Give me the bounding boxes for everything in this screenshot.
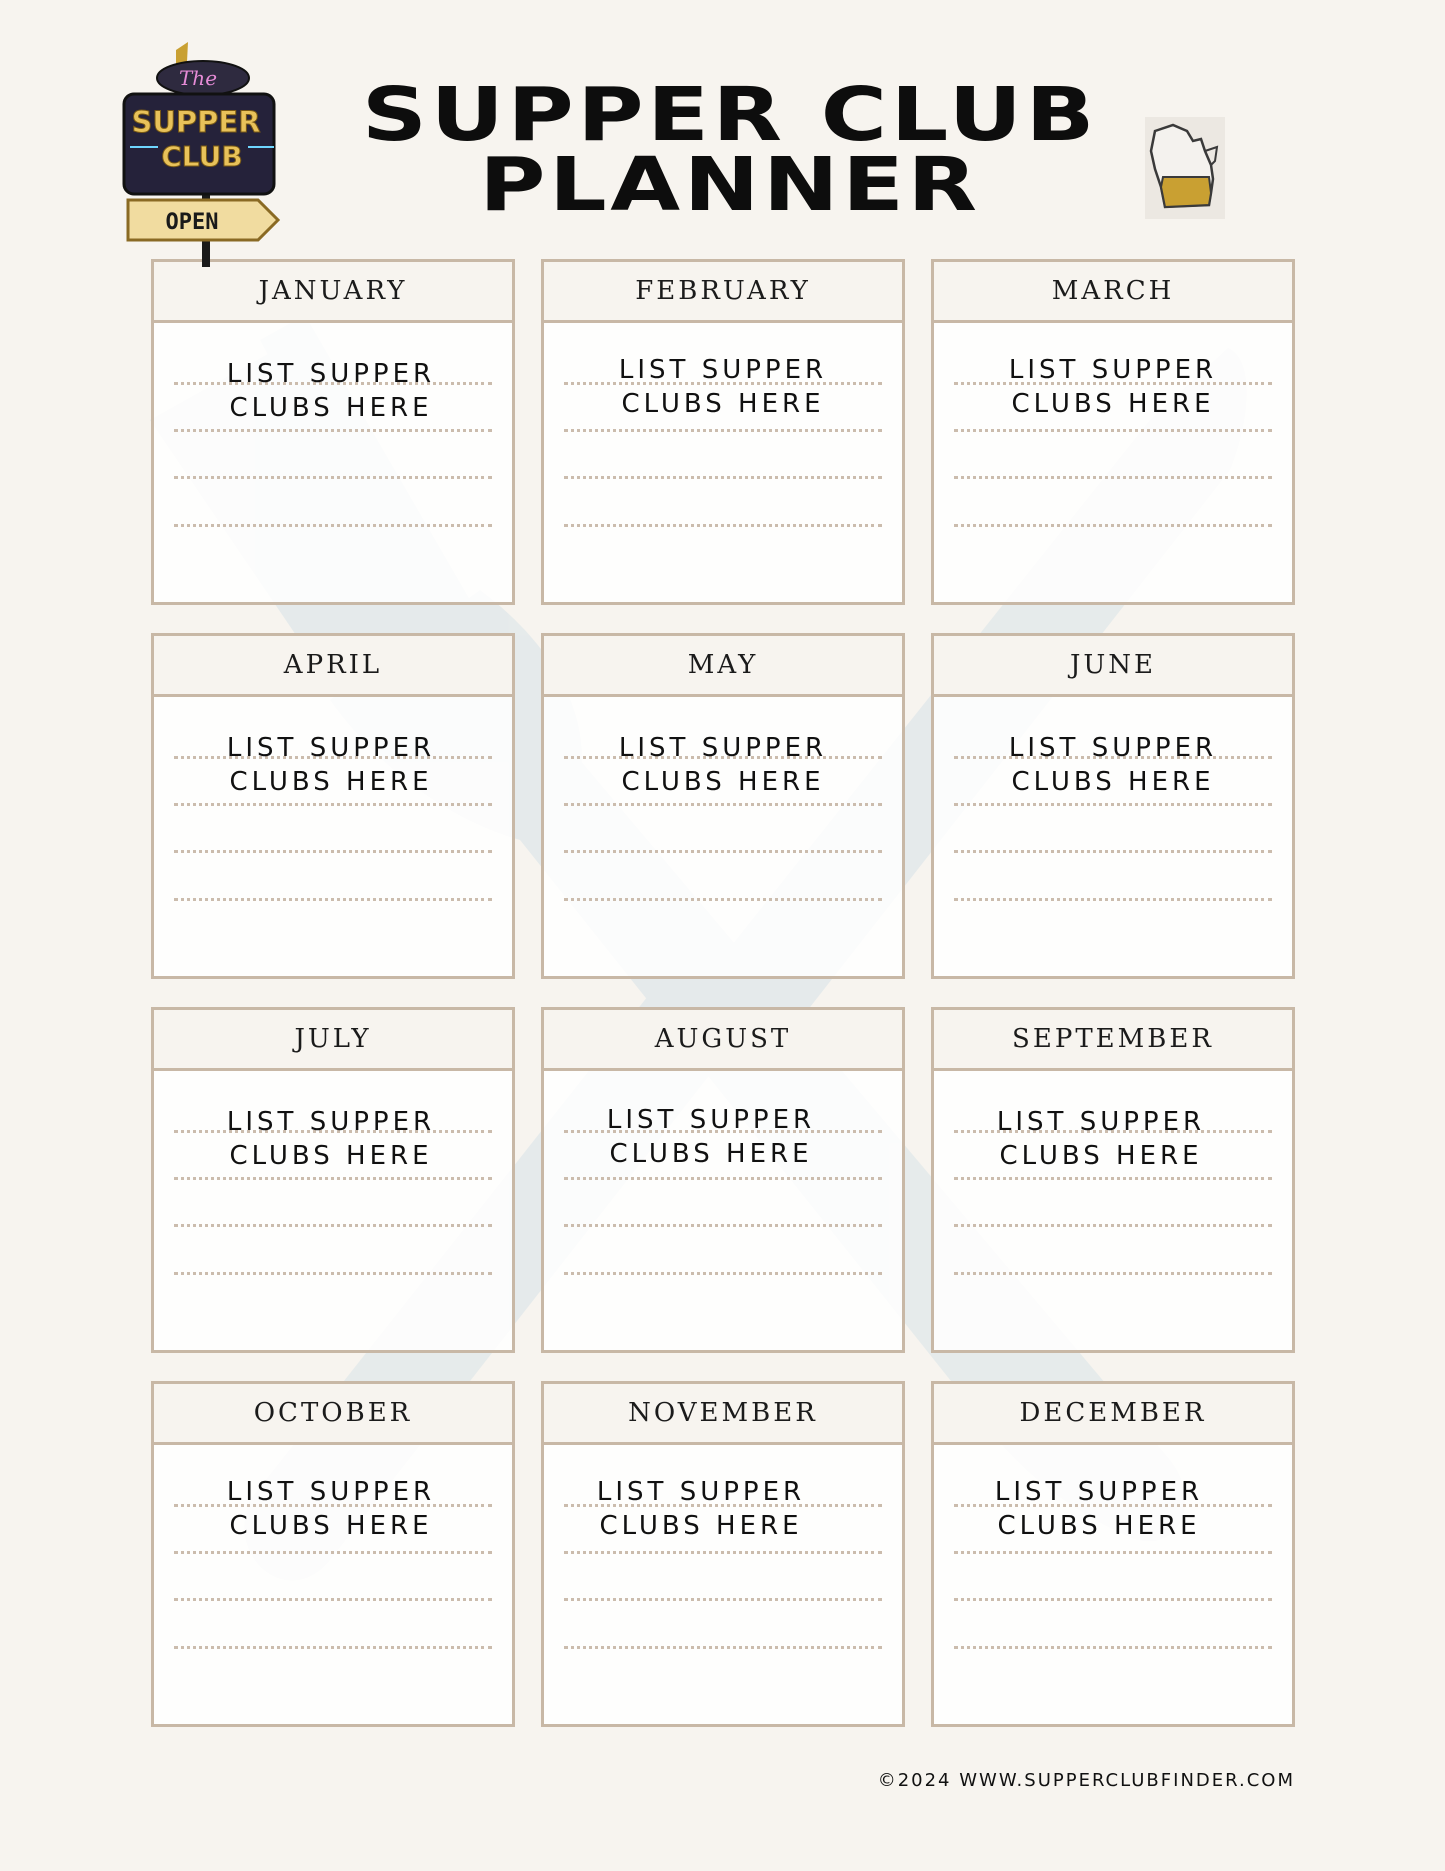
page-title xyxy=(205,72,1254,228)
dotted-entry-line[interactable] xyxy=(564,429,882,432)
dotted-entry-line[interactable] xyxy=(954,524,1272,527)
dotted-entry-line[interactable] xyxy=(954,1598,1272,1601)
dotted-entry-line[interactable] xyxy=(954,476,1272,479)
dotted-entry-line[interactable] xyxy=(564,1177,882,1180)
dotted-entry-line[interactable] xyxy=(564,803,882,806)
placeholder-line: LIST SUPPER xyxy=(226,359,436,389)
svg-text:The: The xyxy=(178,66,218,90)
dotted-entry-line[interactable] xyxy=(564,1272,882,1275)
dotted-entry-line[interactable] xyxy=(174,429,492,432)
placeholder-line: LIST SUPPER xyxy=(226,1477,436,1507)
placeholder-line: CLUBS HERE xyxy=(229,393,433,423)
placeholder-text xyxy=(544,731,902,799)
month-card-april xyxy=(151,633,515,979)
placeholder-line: LIST SUPPER xyxy=(1008,355,1218,385)
placeholder-text xyxy=(152,1475,510,1543)
placeholder-line: LIST SUPPER xyxy=(994,1477,1204,1507)
month-title: NOVEMBER xyxy=(544,1384,902,1445)
placeholder-line: CLUBS HERE xyxy=(621,767,825,797)
placeholder-line: LIST SUPPER xyxy=(996,1107,1206,1137)
copyright-footer: ©2024 WWW.SUPPERCLUBFINDER.COM xyxy=(877,1770,1295,1791)
placeholder-text xyxy=(544,353,902,421)
month-card-june xyxy=(931,633,1295,979)
placeholder-line: LIST SUPPER xyxy=(618,733,828,763)
month-title: JULY xyxy=(154,1010,512,1071)
month-title: MAY xyxy=(544,636,902,697)
month-card-november xyxy=(541,1381,905,1727)
month-card-september xyxy=(931,1007,1295,1353)
svg-text:SUPPER: SUPPER xyxy=(131,105,261,139)
month-title: MARCH xyxy=(934,262,1292,323)
month-card-october xyxy=(151,1381,515,1727)
month-card-july xyxy=(151,1007,515,1353)
placeholder-line: LIST SUPPER xyxy=(1008,733,1218,763)
month-title: DECEMBER xyxy=(934,1384,1292,1445)
month-title: JANUARY xyxy=(154,262,512,323)
placeholder-text xyxy=(532,1103,890,1171)
month-grid xyxy=(151,259,1295,1727)
title-line-1: SUPPER CLUB xyxy=(361,72,1099,158)
dotted-entry-line[interactable] xyxy=(564,1224,882,1227)
dotted-entry-line[interactable] xyxy=(174,476,492,479)
dotted-entry-line[interactable] xyxy=(954,1177,1272,1180)
dotted-entry-line[interactable] xyxy=(954,1551,1272,1554)
dotted-entry-line[interactable] xyxy=(564,1598,882,1601)
placeholder-line: CLUBS HERE xyxy=(229,1141,433,1171)
placeholder-line: LIST SUPPER xyxy=(226,1107,436,1137)
dotted-entry-line[interactable] xyxy=(954,1646,1272,1649)
month-card-may xyxy=(541,633,905,979)
dotted-entry-line[interactable] xyxy=(174,850,492,853)
dotted-entry-line[interactable] xyxy=(174,1224,492,1227)
placeholder-line: CLUBS HERE xyxy=(999,1141,1203,1171)
placeholder-line: LIST SUPPER xyxy=(596,1477,806,1507)
dotted-entry-line[interactable] xyxy=(174,1272,492,1275)
placeholder-text xyxy=(934,353,1292,421)
month-card-january xyxy=(151,259,515,605)
placeholder-text xyxy=(922,1105,1280,1173)
placeholder-line: CLUBS HERE xyxy=(229,767,433,797)
month-title: JUNE xyxy=(934,636,1292,697)
placeholder-line: CLUBS HERE xyxy=(609,1139,813,1169)
placeholder-line: CLUBS HERE xyxy=(621,389,825,419)
month-title: FEBRUARY xyxy=(544,262,902,323)
month-title: OCTOBER xyxy=(154,1384,512,1445)
placeholder-text xyxy=(152,1105,510,1173)
month-card-february xyxy=(541,259,905,605)
dotted-entry-line[interactable] xyxy=(174,1598,492,1601)
placeholder-text xyxy=(934,731,1292,799)
dotted-entry-line[interactable] xyxy=(954,803,1272,806)
month-title: APRIL xyxy=(154,636,512,697)
placeholder-line: CLUBS HERE xyxy=(1011,767,1215,797)
dotted-entry-line[interactable] xyxy=(564,1551,882,1554)
dotted-entry-line[interactable] xyxy=(174,524,492,527)
placeholder-line: CLUBS HERE xyxy=(229,1511,433,1541)
dotted-entry-line[interactable] xyxy=(564,476,882,479)
placeholder-text xyxy=(522,1475,880,1543)
placeholder-line: CLUBS HERE xyxy=(997,1511,1201,1541)
dotted-entry-line[interactable] xyxy=(954,429,1272,432)
month-card-december xyxy=(931,1381,1295,1727)
dotted-entry-line[interactable] xyxy=(174,1646,492,1649)
svg-text:OPEN: OPEN xyxy=(165,210,219,235)
dotted-entry-line[interactable] xyxy=(174,1177,492,1180)
dotted-entry-line[interactable] xyxy=(174,803,492,806)
month-card-august xyxy=(541,1007,905,1353)
placeholder-line: LIST SUPPER xyxy=(606,1105,816,1135)
dotted-entry-line[interactable] xyxy=(564,524,882,527)
placeholder-text xyxy=(152,357,510,425)
placeholder-line: LIST SUPPER xyxy=(618,355,828,385)
month-title: AUGUST xyxy=(544,1010,902,1071)
month-card-march xyxy=(931,259,1295,605)
placeholder-line: CLUBS HERE xyxy=(1011,389,1215,419)
dotted-entry-line[interactable] xyxy=(174,1551,492,1554)
wisconsin-map-icon xyxy=(1145,117,1225,219)
dotted-entry-line[interactable] xyxy=(564,1646,882,1649)
dotted-entry-line[interactable] xyxy=(954,850,1272,853)
page-header xyxy=(0,0,1445,250)
month-title: SEPTEMBER xyxy=(934,1010,1292,1071)
svg-text:CLUB: CLUB xyxy=(161,140,243,173)
placeholder-text xyxy=(920,1475,1278,1543)
dotted-entry-line[interactable] xyxy=(564,850,882,853)
dotted-entry-line[interactable] xyxy=(954,898,1272,901)
dotted-entry-line[interactable] xyxy=(174,898,492,901)
placeholder-line: CLUBS HERE xyxy=(599,1511,803,1541)
dotted-entry-line[interactable] xyxy=(954,1224,1272,1227)
dotted-entry-line[interactable] xyxy=(954,1272,1272,1275)
placeholder-text xyxy=(152,731,510,799)
dotted-entry-line[interactable] xyxy=(564,898,882,901)
title-line-2: PLANNER xyxy=(479,142,981,228)
placeholder-line: LIST SUPPER xyxy=(226,733,436,763)
